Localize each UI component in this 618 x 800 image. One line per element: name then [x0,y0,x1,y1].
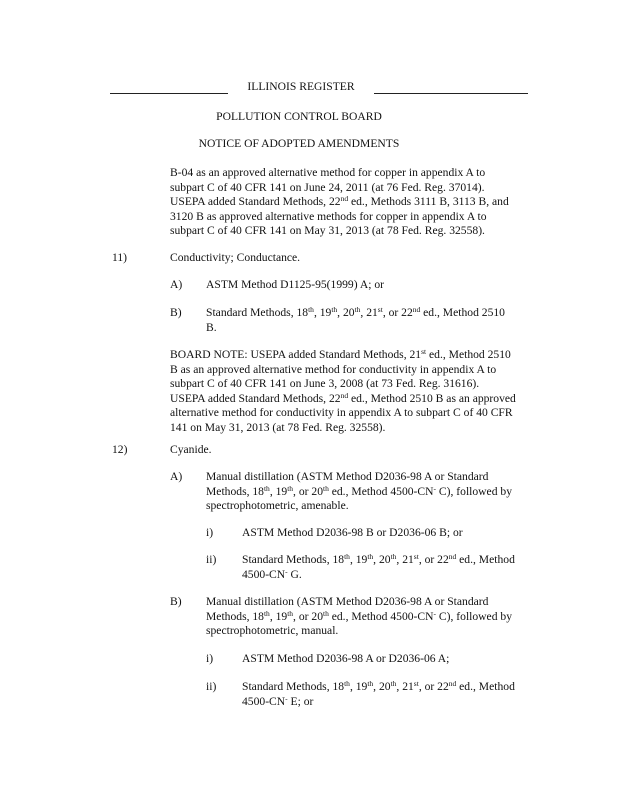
text-run: BOARD NOTE: USEPA added Standard Methods, 21 [170,348,422,361]
item-11-a-text: ASTM Method D1125-95(1999) A; or [206,278,384,291]
item-12-a-label: A) [170,470,183,483]
text-run: , 19 [349,680,368,693]
superscript: th [367,552,374,561]
text-run: , 19 [269,484,288,498]
text-run: , 21 [396,553,414,566]
text-run: , 20 [373,553,391,566]
intro-line [170,195,530,210]
note-line [170,392,540,407]
superscript: th [354,305,361,314]
text-run: , 21 [360,306,378,319]
text-run: ed., Method 2510 [426,348,511,361]
item-12-title: Cyanide. [170,443,212,456]
superscript: nd [448,679,457,688]
text-run: , 19 [349,553,368,566]
intro-line: subpart C of 40 CFR 141 on May 31, 2013 (at 78 Fed. Reg. 32558). [170,224,485,238]
note-line: subpart C of 40 CFR 141 on June 3, 2008 (at 73 Fed. Reg. 31616). [170,377,480,391]
superscript: th [390,552,397,561]
superscript: th [344,552,350,561]
superscript: th [367,679,374,688]
text-line [242,680,542,695]
register-title: ILLINOIS REGISTER [247,80,355,93]
text-run: ed., Method 2510 B as an approved [348,391,516,405]
item-12-b-text [206,595,536,639]
text-line [206,306,536,321]
item-11-title: Conductivity; Conductance. [170,251,301,264]
text-run: USEPA added Standard Methods, 22 [170,391,341,405]
superscript: - [433,483,436,493]
text-run: , 19 [269,609,288,623]
text-run: Standard Methods, 18 [206,306,309,319]
item-12-a-ii-label: ii) [206,553,217,566]
item-11-board-note [170,348,540,436]
intro-paragraph [170,166,530,239]
superscript: nd [448,552,457,561]
text-run: , or 22 [418,680,449,693]
text-line: Manual distillation (ASTM Method D2036-98 A or Standard [206,470,489,483]
superscript: st [421,347,427,356]
header-rule-right [374,93,528,94]
text-line [206,485,536,500]
text-run: Standard Methods, 18 [242,680,345,693]
notice-text: NOTICE OF ADOPTED AMENDMENTS [198,137,400,150]
item-12-number: 12) [112,443,128,456]
text-run: C), followed by [436,609,512,623]
text-run: , 20 [337,306,355,319]
text-run: 4500-CN [242,567,286,581]
item-11-b-text [206,306,536,335]
item-12-b-label: B) [170,595,182,608]
superscript: - [285,566,288,576]
header-rule-left [110,93,228,94]
text-line [206,610,536,625]
item-11-number: 11) [112,251,128,264]
item-12-b-i-text: ASTM Method D2036-98 A or D2036-06 A; [242,652,450,665]
item-12-b-ii-text [242,680,542,709]
text-run: , 20 [373,680,391,693]
superscript: st [413,679,419,688]
text-run: ed., Method [456,553,515,566]
superscript: st [377,305,383,314]
superscript: th [308,305,314,314]
text-run: , 21 [396,680,414,693]
superscript: - [433,608,436,618]
text-run: , or 22 [382,306,413,319]
note-line [170,348,540,363]
note-line: 141 on May 31, 2013 (at 78 Fed. Reg. 32558). [170,420,386,434]
note-line: alternative method for conductivity in appendix A to subpart C of 40 CFR [170,406,513,420]
superscript: - [285,693,288,703]
text-run: 4500-CN [242,694,286,708]
agency-title [0,110,618,125]
item-12-b-i-label: i) [206,652,214,665]
superscript: nd [340,194,349,204]
item-12-b-ii-label: ii) [206,680,217,693]
intro-line: 3120 B as approved alternative methods for copper in appendix A to [170,209,487,223]
agency-text: POLLUTION CONTROL BOARD [216,110,382,123]
note-line: B as an approved alternative method for conductivity in appendix A to [170,362,497,376]
text-run: Methods, 18 [206,484,264,498]
item-11-b-label: B) [170,306,182,319]
superscript: th [287,483,294,493]
text-line: Manual distillation (ASTM Method D2036-98 A or Standard [206,595,489,608]
text-run: , or 22 [418,553,449,566]
text-line: spectrophotometric, amenable. [206,499,349,513]
superscript: th [331,305,338,314]
text-line [242,553,542,568]
intro-line: subpart C of 40 CFR 141 on June 24, 2011 (at 76 Fed. Reg. 37014). [170,180,485,194]
superscript: th [323,608,329,618]
item-12-a-i-text: ASTM Method D2036-98 B or D2036-06 B; or [242,526,463,539]
text-line [242,568,542,583]
text-line: B. [206,320,217,334]
text-line [242,695,542,710]
item-12-a-i-label: i) [206,526,214,539]
text-run: , or 20 [293,484,323,498]
text-run: ed., Method 2510 [420,306,505,319]
text-run: ed., Method [456,680,515,693]
superscript: th [263,483,270,493]
text-run: ed., Method 4500-CN [328,609,434,623]
text-run: ed., Methods 3111 B, 3113 B, and [348,195,509,209]
text-run: ed., Method 4500-CN [328,484,434,498]
intro-line: B-04 as an approved alternative method for copper in appendix A to [170,166,486,179]
text-run: C), followed by [436,484,512,498]
superscript: nd [412,305,421,314]
text-run: Standard Methods, 18 [242,553,345,566]
superscript: th [263,608,270,618]
superscript: th [390,679,397,688]
superscript: th [344,679,350,688]
superscript: th [323,483,329,493]
text-run: USEPA added Standard Methods, 22 [170,195,341,209]
item-12-a-ii-text [242,553,542,582]
superscript: st [413,552,419,561]
text-run: , or 20 [293,609,323,623]
superscript: th [287,608,294,618]
text-run: G. [287,567,302,581]
superscript: nd [340,390,349,400]
text-run: E; or [287,694,314,708]
text-run: , 19 [313,306,332,319]
text-line: spectrophotometric, manual. [206,624,339,638]
item-12-a-text [206,470,536,514]
text-run: Methods, 18 [206,609,264,623]
item-11-a-label: A) [170,278,183,291]
notice-title [0,137,618,152]
